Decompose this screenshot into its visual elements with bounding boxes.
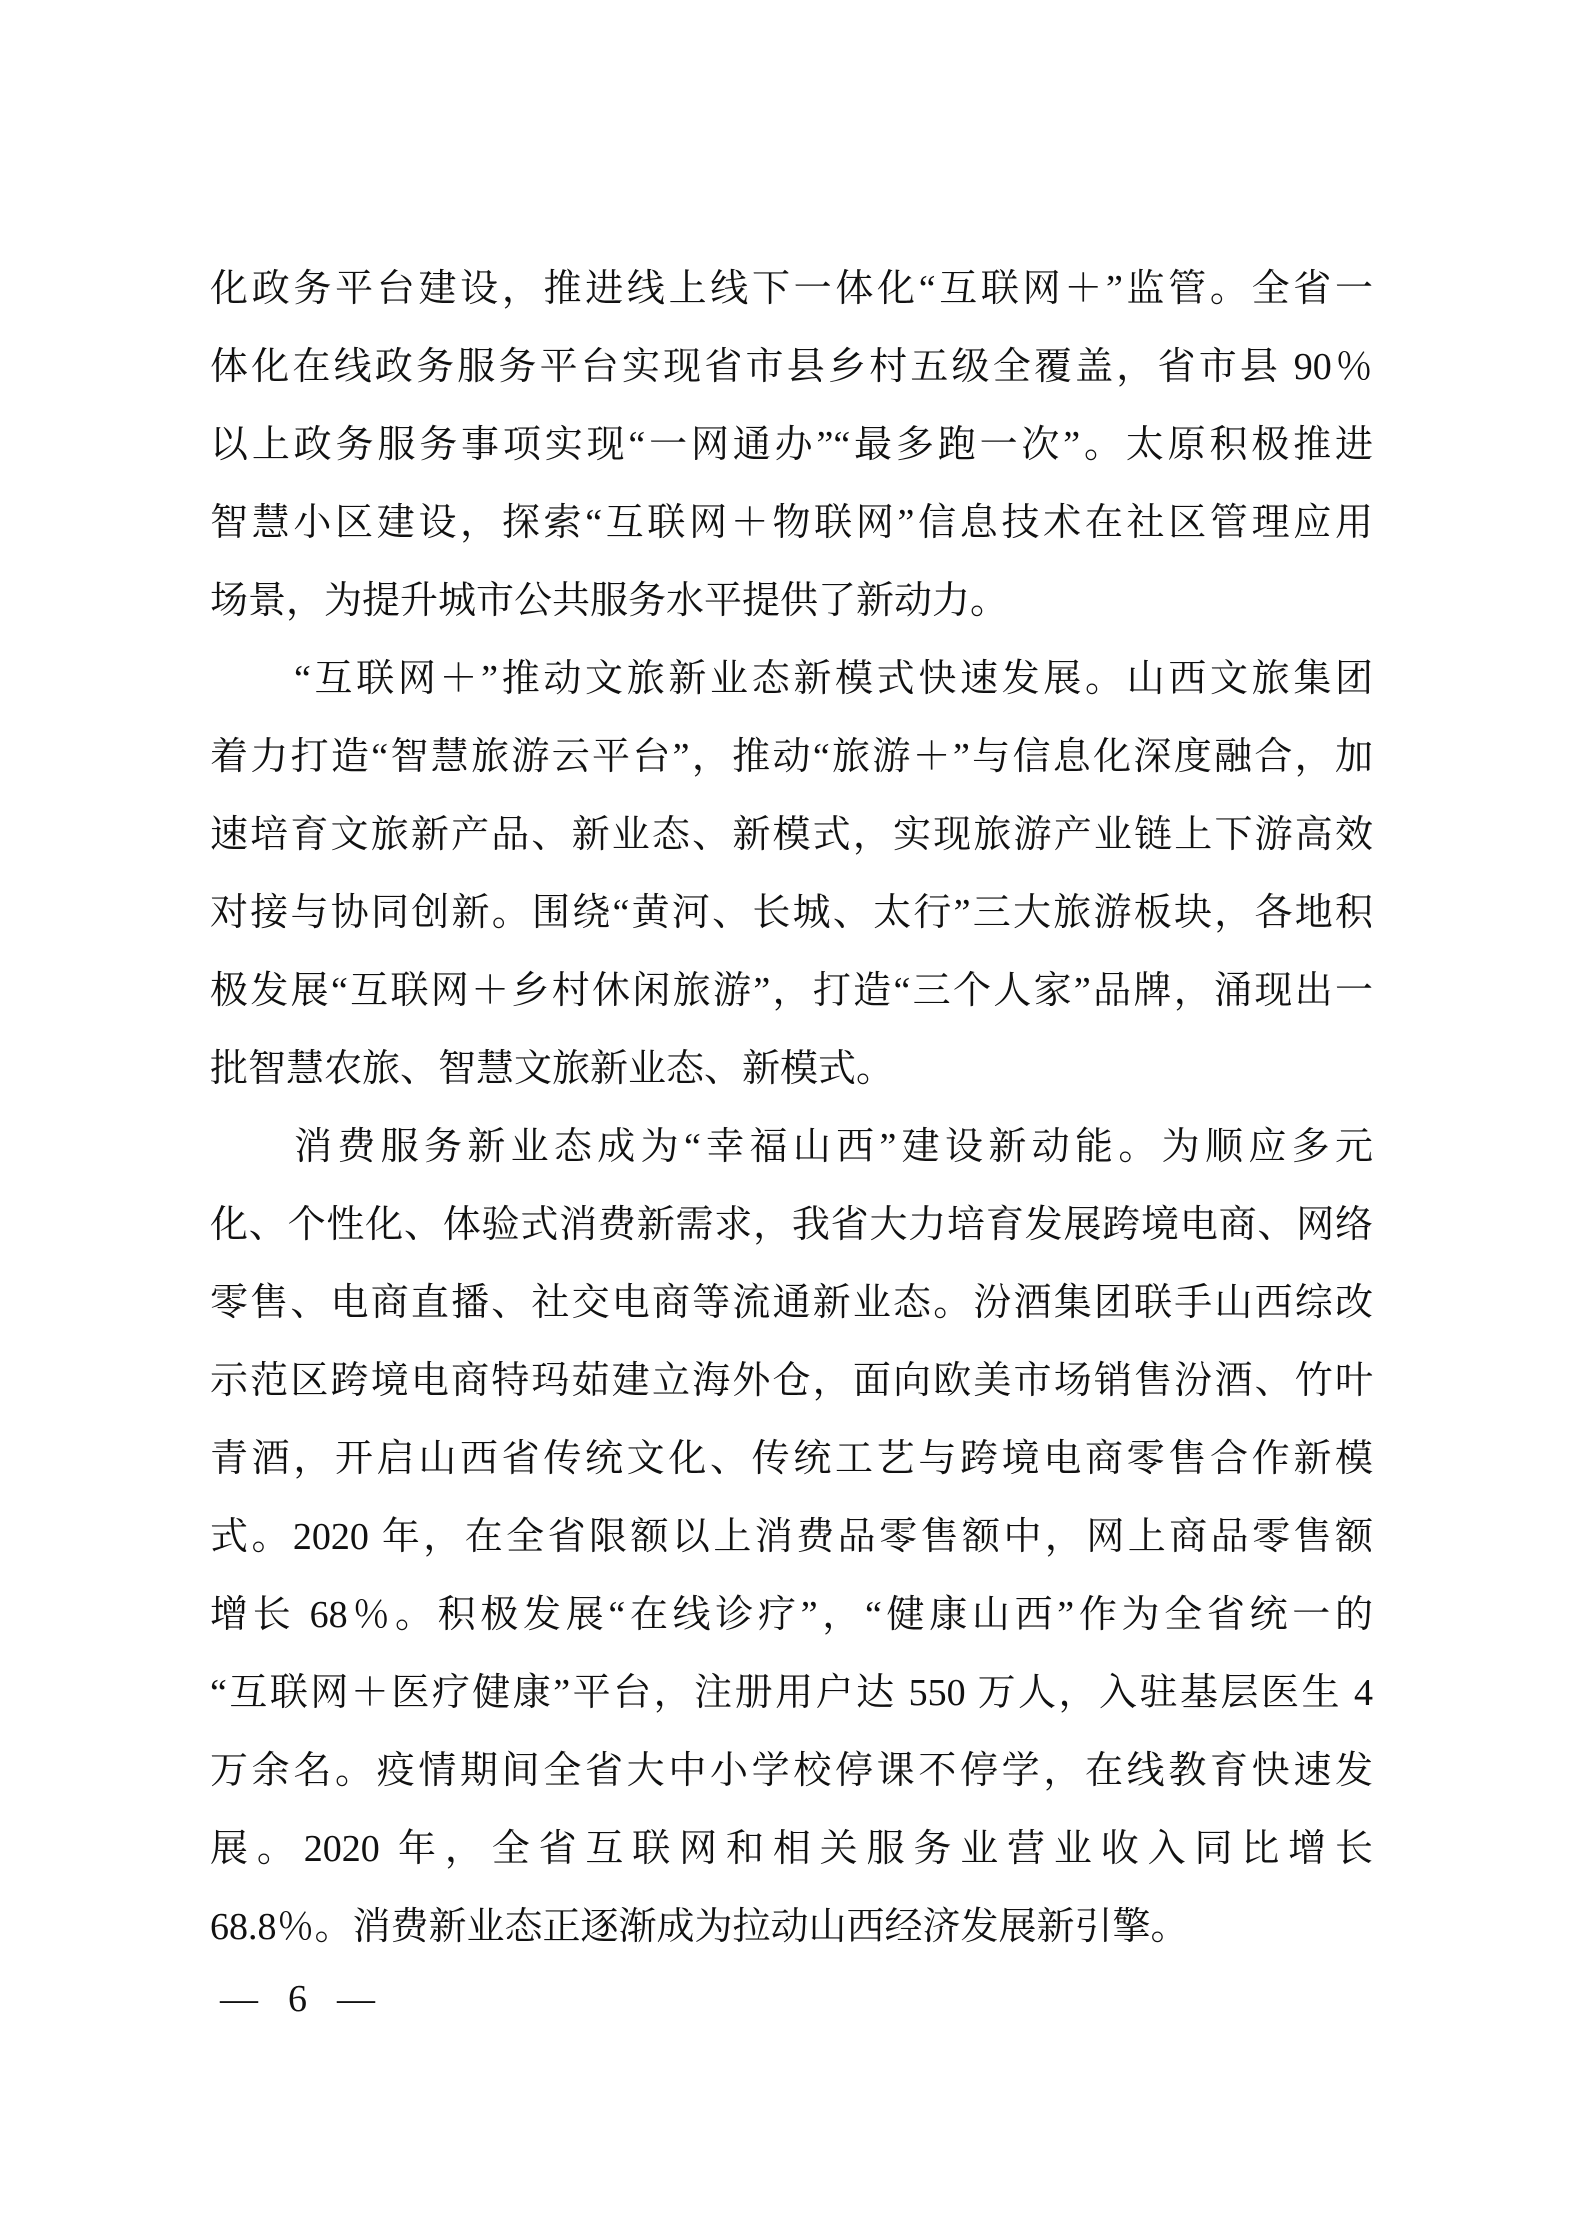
document-body xyxy=(210,250,1373,1966)
text-line: 对接与协同创新。围绕“黄河、长城、太行”三大旅游板块，各地积 xyxy=(210,892,1373,934)
text-line: 着力打造“智慧旅游云平台”，推动“旅游＋”与信息化深度融合，加 xyxy=(210,736,1373,778)
text-line: 体化在线政务服务平台实现省市县乡村五级全覆盖，省市县 90％ xyxy=(210,346,1373,388)
text-line: 智慧小区建设，探索“互联网＋物联网”信息技术在社区管理应用 xyxy=(210,502,1373,544)
text-line: 增长 68％。积极发展“在线诊疗”，“健康山西”作为全省统一的 xyxy=(210,1594,1373,1636)
text-line: 批智慧农旅、智慧文旅新业态、新模式。 xyxy=(210,1048,895,1090)
paragraph-3 xyxy=(210,1108,1373,1966)
text-line: 展。2020 年，全省互联网和相关服务业营业收入同比增长 xyxy=(210,1828,1373,1870)
text-line: 式。2020 年，在全省限额以上消费品零售额中，网上商品零售额 xyxy=(210,1516,1373,1558)
paragraph-1 xyxy=(210,250,1373,640)
text-line: 68.8％。消费新业态正逐渐成为拉动山西经济发展新引擎。 xyxy=(210,1906,1189,1948)
text-line: 示范区跨境电商特玛茹建立海外仓，面向欧美市场销售汾酒、竹叶 xyxy=(210,1360,1373,1402)
text-line: “互联网＋医疗健康”平台，注册用户达 550 万人，入驻基层医生 4 xyxy=(210,1672,1373,1714)
text-line: 消费服务新业态成为“幸福山西”建设新动能。为顺应多元 xyxy=(294,1126,1373,1168)
text-line: 化政务平台建设，推进线上线下一体化“互联网＋”监管。全省一 xyxy=(210,268,1373,310)
footer-dash-right: — xyxy=(337,1978,375,2020)
text-line: 青酒，开启山西省传统文化、传统工艺与跨境电商零售合作新模 xyxy=(210,1438,1373,1480)
text-line: 化、个性化、体验式消费新需求，我省大力培育发展跨境电商、网络 xyxy=(210,1204,1373,1246)
page-number: 6 xyxy=(288,1978,307,2020)
text-line: 场景，为提升城市公共服务水平提供了新动力。 xyxy=(210,580,1009,622)
footer-dash-left: — xyxy=(220,1978,258,2020)
text-line: 极发展“互联网＋乡村休闲旅游”，打造“三个人家”品牌，涌现出一 xyxy=(210,970,1373,1012)
text-line: “互联网＋”推动文旅新业态新模式快速发展。山西文旅集团 xyxy=(294,658,1373,700)
paragraph-2 xyxy=(210,640,1373,1108)
text-line: 以上政务服务事项实现“一网通办”“最多跑一次”。太原积极推进 xyxy=(210,424,1373,466)
text-line: 速培育文旅新产品、新业态、新模式，实现旅游产业链上下游高效 xyxy=(210,814,1373,856)
page-footer xyxy=(220,1977,375,2021)
text-line: 万余名。疫情期间全省大中小学校停课不停学，在线教育快速发 xyxy=(210,1750,1373,1792)
text-line: 零售、电商直播、社交电商等流通新业态。汾酒集团联手山西综改 xyxy=(210,1282,1373,1324)
